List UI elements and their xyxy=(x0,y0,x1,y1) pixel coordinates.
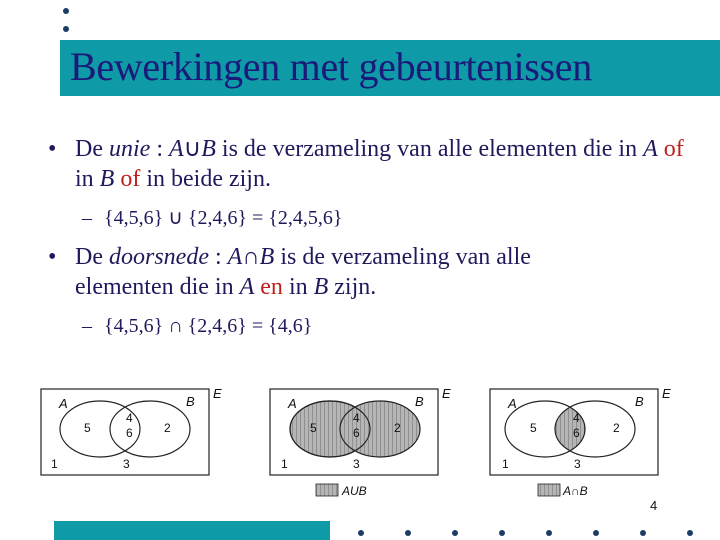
bullet-mark: • xyxy=(48,136,57,162)
set-b-circle xyxy=(110,401,190,457)
set-a-label: A xyxy=(508,396,517,411)
outside-bottom: 3 xyxy=(574,457,581,471)
universe-label: E xyxy=(442,386,451,401)
bottom-accent-bar xyxy=(54,521,330,540)
universe-label: E xyxy=(662,386,671,401)
caption-union: AUB xyxy=(342,484,367,498)
set-a-label: A xyxy=(59,396,68,411)
set-a-label: A xyxy=(288,396,297,411)
decor-dot xyxy=(499,530,505,536)
legend-swatch-union xyxy=(316,484,338,496)
outside-left: 1 xyxy=(502,457,509,471)
connector-of: of xyxy=(657,136,684,162)
caption-intersection: A∩B xyxy=(563,484,588,498)
outside-bottom: 3 xyxy=(353,457,360,471)
set-b-label: B xyxy=(415,394,424,409)
set-b-label: B xyxy=(635,394,644,409)
venn-diagram-union xyxy=(270,386,451,498)
decor-dot xyxy=(593,530,599,536)
region-both-bottom: 6 xyxy=(126,426,133,440)
bullet-mark: • xyxy=(48,244,57,270)
bullet-text: De unie : A∪B is de verzameling van alle elementen die in A of in B of in beide zijn. xyxy=(75,136,684,192)
outside-left: 1 xyxy=(51,457,58,471)
connector-en: en xyxy=(254,274,289,300)
slide-title: Bewerkingen met gebeurtenissen xyxy=(70,44,592,89)
region-both-bottom: 6 xyxy=(573,426,580,440)
decor-dot xyxy=(452,530,458,536)
bullet-text: De doorsnede : A∩B is de verzameling van alle elementen die in A en in B zijn. xyxy=(75,244,531,300)
example-union: – {4,5,6} ∪ {2,4,6} = {2,4,5,6} xyxy=(82,207,343,229)
set-b-label: B xyxy=(186,394,195,409)
region-both-bottom: 6 xyxy=(353,426,360,440)
region-only-b: 2 xyxy=(164,421,171,435)
venn-diagram-intersection xyxy=(490,386,671,498)
region-only-a: 5 xyxy=(84,421,91,435)
decor-dot xyxy=(405,530,411,536)
outside-left: 1 xyxy=(281,457,288,471)
example-intersection: – {4,5,6} ∩ {2,4,6} = {4,6} xyxy=(82,315,313,337)
decor-dot xyxy=(358,530,364,536)
region-only-a: 5 xyxy=(310,421,317,435)
universe-label: E xyxy=(213,386,222,401)
region-both-top: 4 xyxy=(573,411,580,425)
region-only-b: 2 xyxy=(394,421,401,435)
connector-of: of xyxy=(114,166,147,192)
region-only-b: 2 xyxy=(613,421,620,435)
legend-swatch-intersection xyxy=(538,484,560,496)
outside-bottom: 3 xyxy=(123,457,130,471)
set-b-circle xyxy=(340,401,420,457)
region-only-a: 5 xyxy=(530,421,537,435)
term-intersection: doorsnede xyxy=(108,244,209,270)
venn-diagram-plain xyxy=(41,386,222,475)
decor-dot xyxy=(640,530,646,536)
region-both-top: 4 xyxy=(353,411,360,425)
decor-dot xyxy=(687,530,693,536)
decor-dot xyxy=(546,530,552,536)
term-union: unie xyxy=(108,136,151,162)
page-number: 4 xyxy=(650,498,658,513)
region-both-top: 4 xyxy=(126,411,133,425)
